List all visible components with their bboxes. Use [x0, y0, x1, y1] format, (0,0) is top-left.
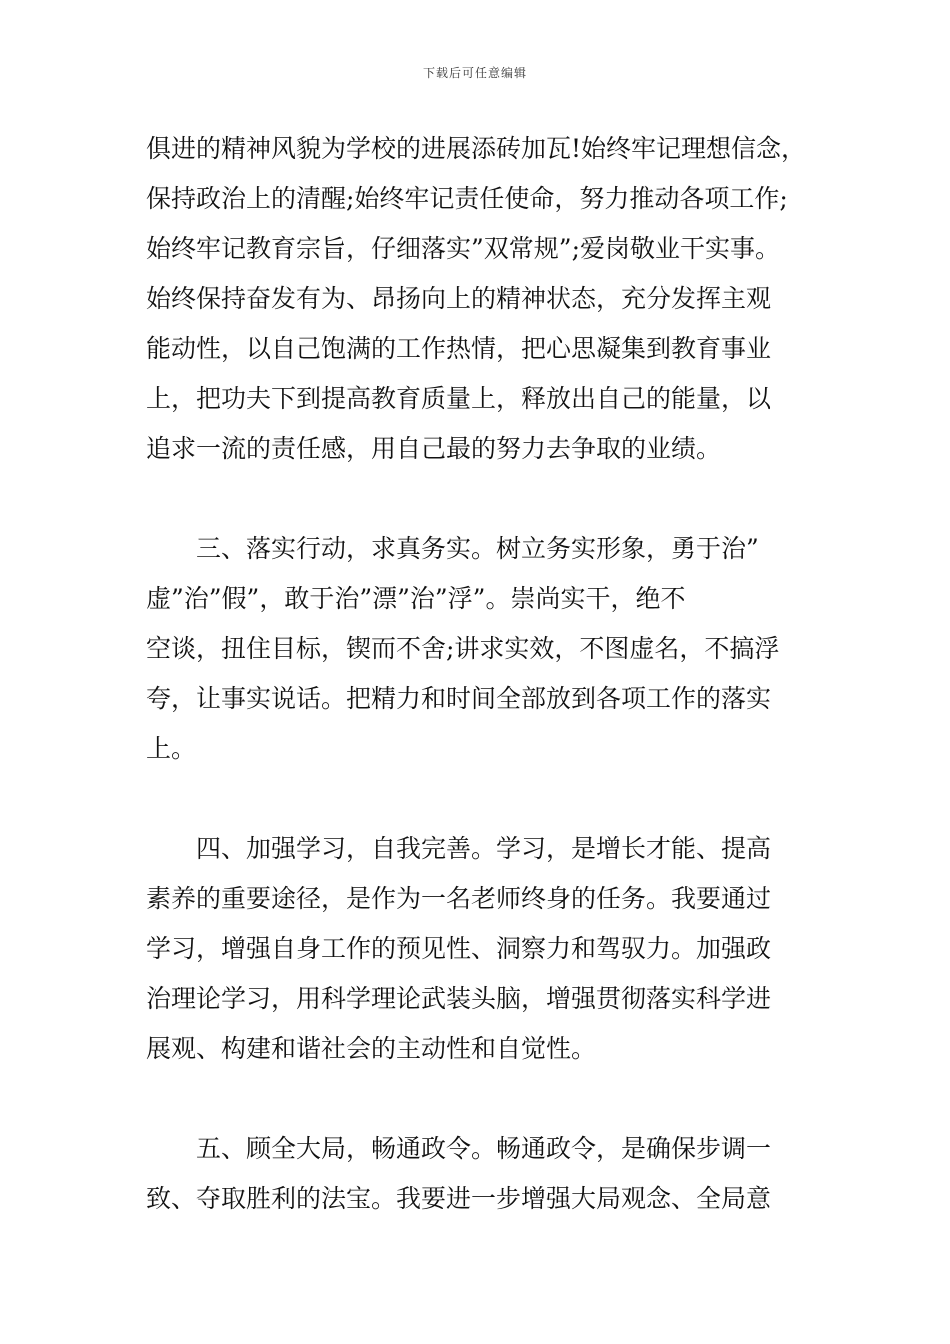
text-line: 学习，增强自身工作的预见性、洞察力和驾驭力。加强政: [146, 934, 772, 963]
paragraph-section-five: [146, 1124, 816, 1224]
text-line: 始终牢记教育宗旨，仔细落实”双常规”;爱岗敬业干实事。: [146, 234, 780, 263]
text-line: 俱进的精神风貌为学校的进展添砖加瓦!始终牢记理想信念，: [146, 134, 807, 163]
text-line: 追求一流的责任感，用自己最的努力去争取的业绩。: [146, 434, 722, 463]
page-header: 下载后可任意编辑: [422, 66, 527, 80]
document-body: [146, 124, 816, 1224]
text-line: 五、顾全大局，畅通政令。畅通政令，是确保步调一: [146, 1134, 772, 1163]
text-line: 能动性，以自己饱满的工作热情，把心思凝集到教育事业: [146, 334, 772, 363]
paragraph-section-four: [146, 824, 816, 1074]
text-line: 空谈，扭住目标，锲而不舍;讲求实效，不图虚名，不搞浮: [146, 634, 780, 663]
text-line: 保持政治上的清醒;始终牢记责任使命，努力推动各项工作;: [146, 184, 788, 213]
text-line: 上。: [146, 734, 197, 763]
text-line: 治理论学习，用科学理论武装头脑，增强贯彻落实科学进: [146, 984, 772, 1013]
text-line: 虚”治”假”，敢于治”漂”治”浮”。崇尚实干，绝不: [146, 584, 686, 613]
text-line: 素养的重要途径，是作为一名老师终身的任务。我要通过: [146, 884, 772, 913]
paragraph-section-three: [146, 524, 816, 774]
paragraph-continuation: [146, 124, 816, 474]
text-line: 展观、构建和谐社会的主动性和自觉性。: [146, 1034, 597, 1063]
text-line: 上，把功夫下到提高教育质量上，释放出自己的能量，以: [146, 384, 772, 413]
text-line: 三、落实行动，求真务实。树立务实形象，勇于治”: [146, 534, 759, 563]
paragraph-spacer: [146, 774, 816, 824]
text-line: 夸，让事实说话。把精力和时间全部放到各项工作的落实: [146, 684, 772, 713]
text-line: 致、夺取胜利的法宝。我要进一步增强大局观念、全局意: [146, 1184, 772, 1213]
text-line: 始终保持奋发有为、昂扬向上的精神状态，充分发挥主观: [146, 284, 772, 313]
text-line: 四、加强学习，自我完善。学习，是增长才能、提高: [146, 834, 772, 863]
paragraph-spacer: [146, 474, 816, 524]
paragraph-spacer: [146, 1074, 816, 1124]
